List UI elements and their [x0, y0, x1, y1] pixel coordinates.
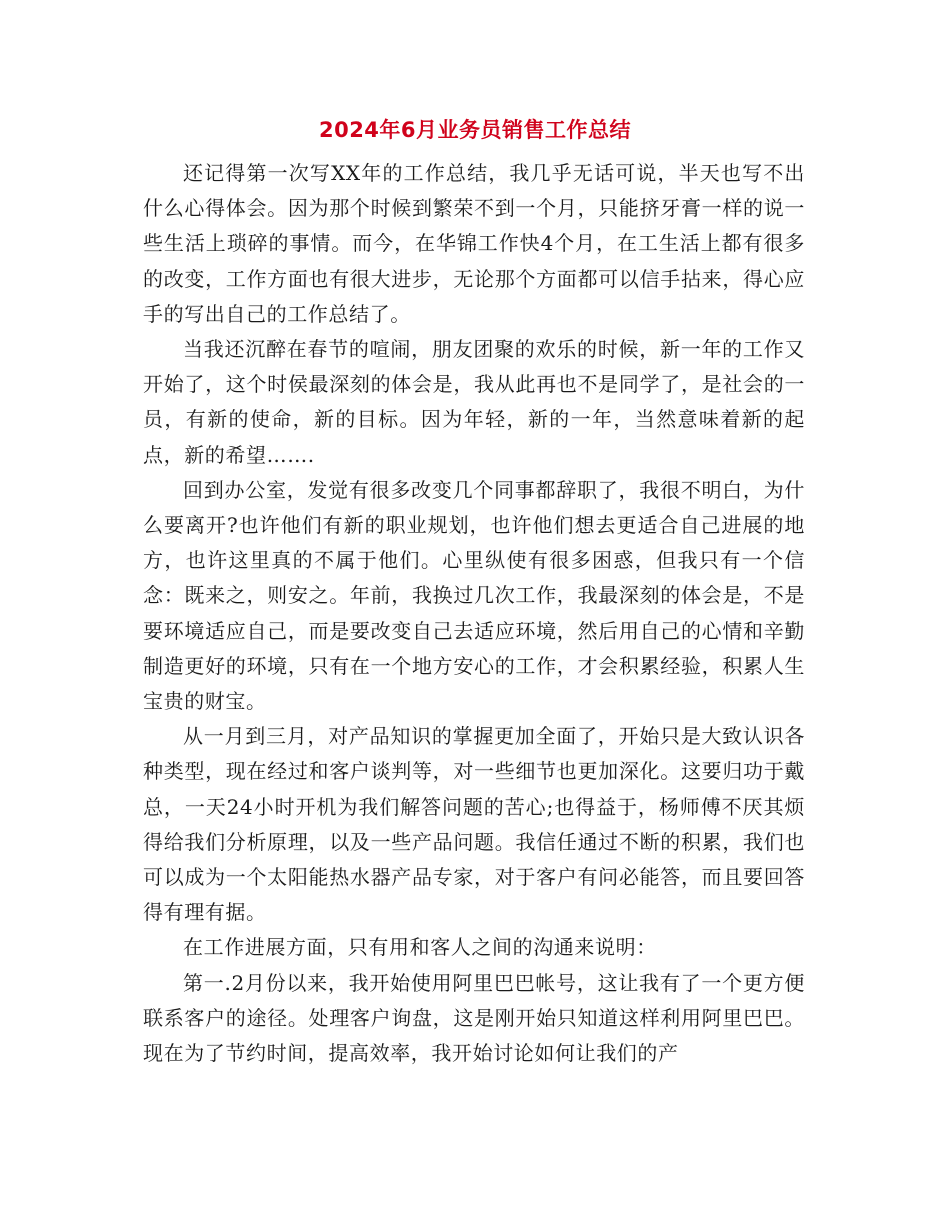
paragraph: 在工作进展方面，只有用和客人之间的沟通来说明：	[183, 935, 657, 960]
paragraph: 第一.2月份以来，我开始使用阿里巴巴帐号，这让我有了一个更方便联系客户的途径。处理客户询盘，这是刚开始只知道这样利用阿里巴巴。现在为了节约时间，提高效率，我开始讨论如何让我们的产	[143, 970, 805, 1066]
document-title: 2024年6月业务员销售工作总结	[318, 118, 632, 142]
paragraph: 还记得第一次写XX年的工作总结，我几乎无话可说，半天也写不出什么心得体会。因为那个时候到繁荣不到一个月，只能挤牙膏一样的说一些生活上琐碎的事情。而今，在华锦工作快4个月，在工生活上都有很多的改变，工作方面也有很大进步，无论那个方面都可以信手拈来，得心应手的写出自己的工作总结了。	[143, 161, 805, 326]
paragraph: 回到办公室，发觉有很多改变几个同事都辞职了，我很不明白，为什么要离开?也许他们有新的职业规划，也许他们想去更适合自己进展的地方，也许这里真的不属于他们。心里纵使有很多困惑，但我只有一个信念：既来之，则安之。年前，我换过几次工作，我最深刻的体会是，不是要环境适应自己，而是要改变自己去适应环境，然后用自己的心情和辛勤制造更好的环境，只有在一个地方安心的工作，才会积累经验，积累人生宝贵的财宝。	[143, 477, 805, 714]
paragraph: 当我还沉醉在春节的喧闹，朋友团聚的欢乐的时候，新一年的工作又开始了，这个时侯最深刻的体会是，我从此再也不是同学了，是社会的一员，有新的使命，新的目标。因为年轻，新的一年，当然意味着新的起点，新的希望…….	[143, 337, 805, 467]
document-body	[143, 156, 805, 1071]
paragraph: 从一月到三月，对产品知识的掌握更加全面了，开始只是大致认识各种类型，现在经过和客户谈判等，对一些细节也更加深化。这要归功于戴总，一天24小时开机为我们解答问题的苦心;也得益于，杨师傅不厌其烦得给我们分析原理，以及一些产品问题。我信任通过不断的积累，我们也可以成为一个太阳能热水器产品专家，对于客户有问必能答，而且要回答得有理有据。	[143, 724, 805, 925]
